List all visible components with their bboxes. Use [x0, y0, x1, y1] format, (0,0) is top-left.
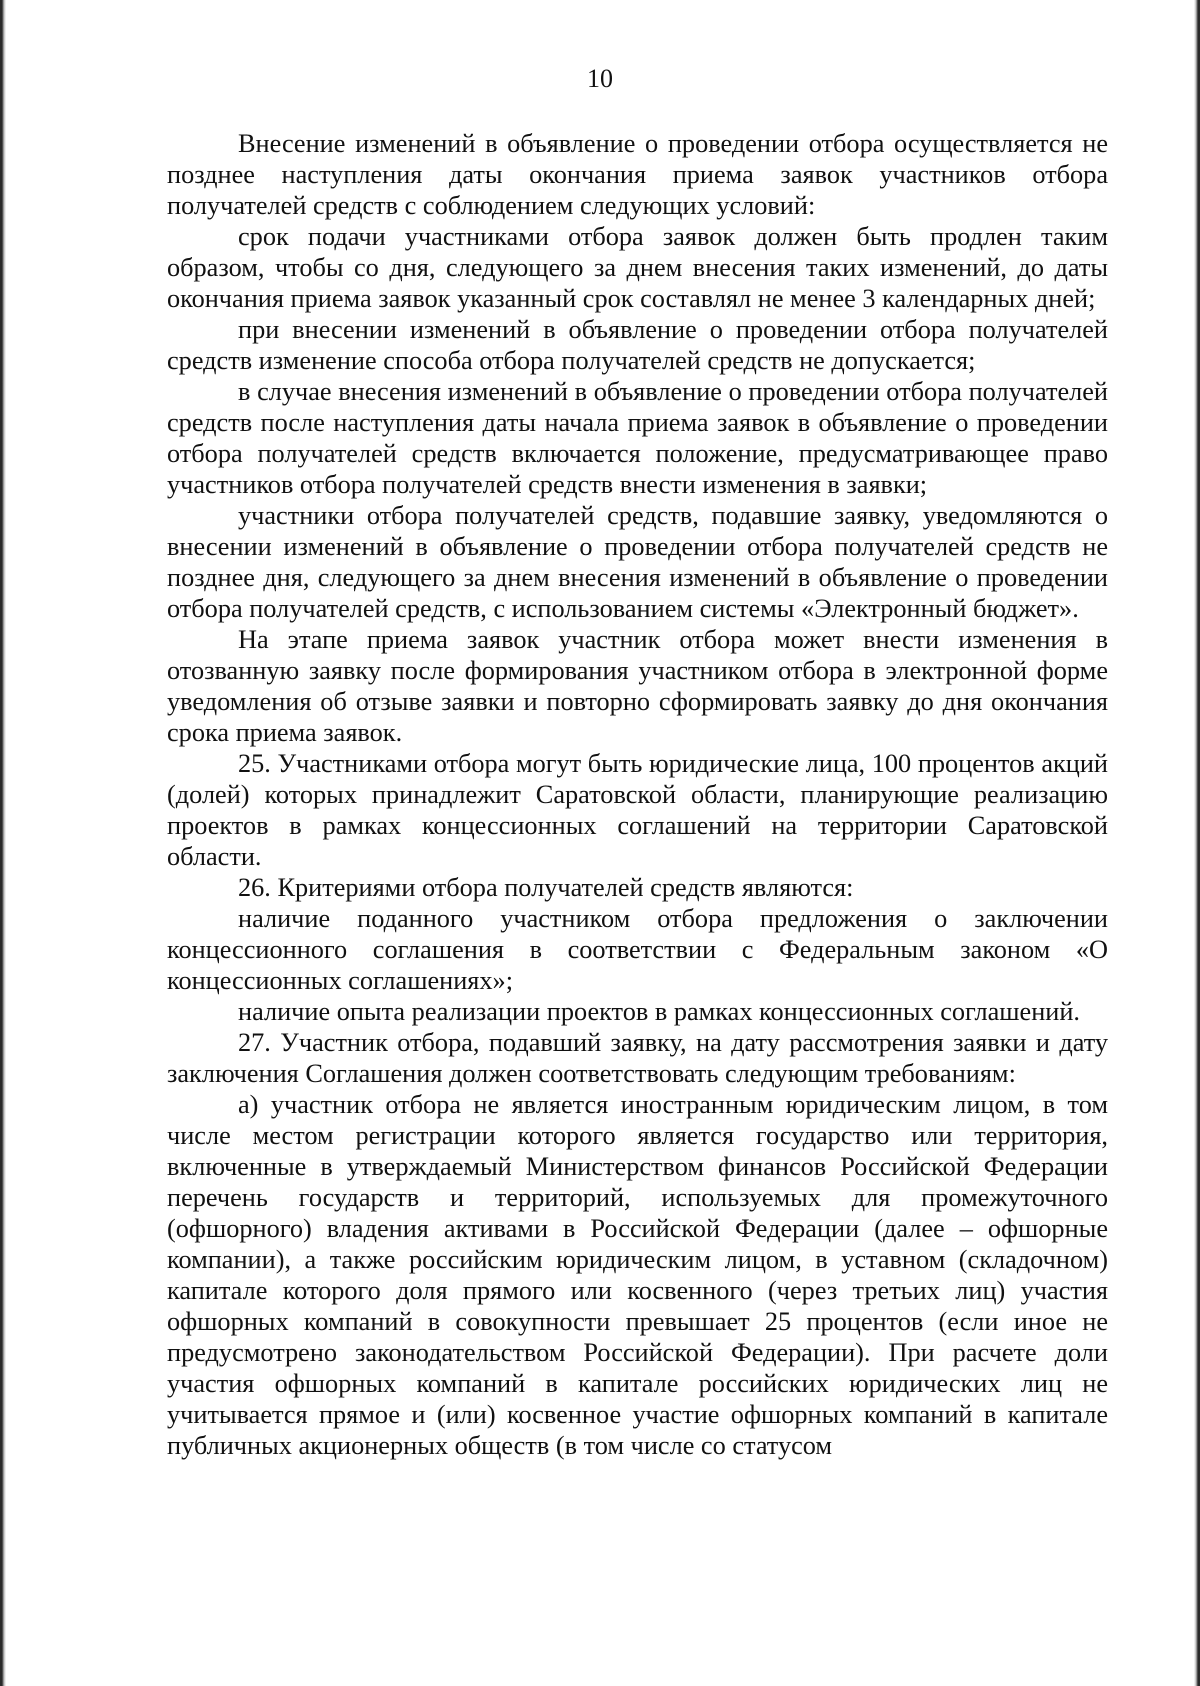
document-body [167, 128, 1108, 1461]
paragraph: 27. Участник отбора, подавший заявку, на дату рассмотрения заявки и дату заключения Соглашения должен соответствовать следующим требованиям: [167, 1028, 1108, 1088]
paragraph: а) участник отбора не является иностранным юридическим лицом, в том числе местом регистрации которого является государство или территория, включенные в утверждаемый Министерством финансов Российской Федерации перечень государств и территорий, используемых для промежуточного (офшорного) владения активами в Российской Федерации (далее – офшорные компании), а также российским юридическим лицом, в уставном (складочном) капитале которого доля прямого или косвенного (через третьих лиц) участия офшорных компаний в совокупности превышает 25 процентов (если иное не предусмотрено законодательством Российской Федерации). При расчете доли участия офшорных компаний в капитале российских юридических лиц не учитывается прямое и (или) косвенное участие офшорных компаний в капитале публичных акционерных обществ (в том числе со статусом [167, 1090, 1108, 1460]
scan-edge-right [1194, 0, 1200, 1686]
paragraph: при внесении изменений в объявление о проведении отбора получателей средств изменение способа отбора получателей средств не допускается; [167, 315, 1108, 375]
paragraph: Внесение изменений в объявление о проведении отбора осуществляется не позднее наступления даты окончания приема заявок участников отбора получателей средств с соблюдением следующих условий: [167, 129, 1108, 220]
paragraph: 26. Критериями отбора получателей средств являются: [238, 873, 854, 902]
paragraph: 25. Участниками отбора могут быть юридические лица, 100 процентов акций (долей) которых принадлежит Саратовской области, планирующие реализацию проектов в рамках концессионных соглашений на территории Саратовской области. [167, 749, 1108, 871]
paragraph: в случае внесения изменений в объявление о проведении отбора получателей средств после наступления даты начала приема заявок в объявление о проведении отбора получателей средств включается положение, предусматривающее право участников отбора получателей средств внести изменения в заявки; [167, 377, 1108, 499]
paragraph: срок подачи участниками отбора заявок должен быть продлен таким образом, чтобы со дня, следующего за днем внесения таких изменений, до даты окончания приема заявок указанный срок составлял не менее 3 календарных дней; [167, 222, 1108, 313]
paragraph: участники отбора получателей средств, подавшие заявку, уведомляются о внесении изменений в объявление о проведении отбора получателей средств не позднее дня, следующего за днем внесения изменений в объявление о проведении отбора получателей средств, с использованием системы «Электронный бюджет». [167, 501, 1108, 623]
paragraph: наличие поданного участником отбора предложения о заключении концессионного соглашения в соответствии с Федеральным законом «О концессионных соглашениях»; [167, 904, 1108, 995]
page-number: 10 [587, 64, 613, 93]
paragraph: наличие опыта реализации проектов в рамках концессионных соглашений. [238, 997, 1081, 1026]
paragraph: На этапе приема заявок участник отбора может внести изменения в отозванную заявку после формирования участником отбора в электронной форме уведомления об отзыве заявки и повторно сформировать заявку до дня окончания срока приема заявок. [167, 625, 1108, 747]
scan-edge-left [0, 0, 6, 1686]
